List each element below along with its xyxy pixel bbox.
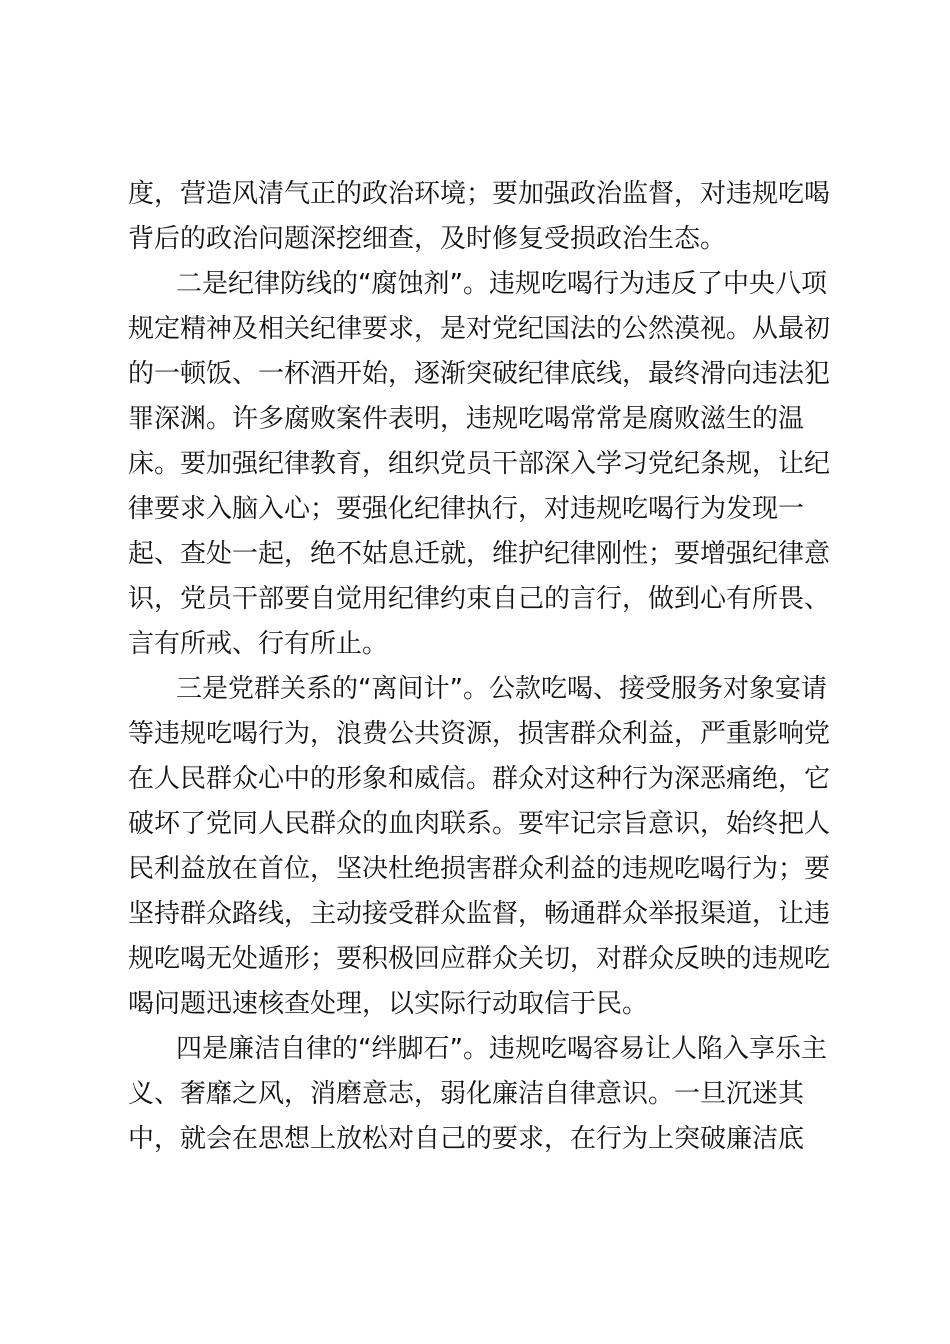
- text-line: 四是廉洁自律的“绊脚石”。违规吃喝容易让人陷入享乐主: [176, 1034, 827, 1064]
- text-line: 等违规吃喝行为，浪费公共资源，损害群众利益，严重影响党: [128, 719, 831, 749]
- text-line: 规吃喝无处遁形；要积极回应群众关切，对群众反映的违规吃: [128, 944, 831, 974]
- text-line: 二是纪律防线的“腐蚀剂”。违规吃喝行为违反了中央八项: [176, 269, 827, 299]
- text-line: 床。要加强纪律教育，组织党员干部深入学习党纪条规，让纪: [128, 449, 831, 479]
- paragraph-integrity: [128, 1027, 828, 1162]
- text-line: 喝问题迅速核查处理，以实际行动取信于民。: [128, 989, 649, 1019]
- text-line: 度，营造风清气正的政治环境；要加强政治监督，对违规吃喝: [128, 179, 831, 209]
- text-line: 言有所戒、行有所止。: [128, 629, 389, 659]
- paragraph-continuation: [128, 172, 831, 262]
- text-line: 义、奢靡之风，消磨意志，弱化廉洁自律意识。一旦沉迷其: [128, 1079, 805, 1109]
- text-line: 三是党群关系的“离间计”。公款吃喝、接受服务对象宴请: [176, 674, 827, 704]
- paragraph-relations: [128, 667, 831, 1027]
- text-line: 起、查处一起，绝不姑息迁就，维护纪律刚性；要增强纪律意: [128, 539, 831, 569]
- text-line: 中，就会在思想上放松对自己的要求，在行为上突破廉洁底: [128, 1124, 805, 1154]
- document-body: [128, 172, 831, 1162]
- text-line: 破坏了党同人民群众的血肉联系。要牢记宗旨意识，始终把人: [128, 809, 831, 839]
- text-line: 规定精神及相关纪律要求，是对党纪国法的公然漠视。从最初: [128, 314, 831, 344]
- text-line: 坚持群众路线，主动接受群众监督，畅通群众举报渠道，让违: [128, 899, 831, 929]
- text-line: 罪深渊。许多腐败案件表明，违规吃喝常常是腐败滋生的温: [128, 404, 805, 434]
- text-line: 在人民群众心中的形象和威信。群众对这种行为深恶痛绝，它: [128, 764, 831, 794]
- text-line: 的一顿饭、一杯酒开始，逐渐突破纪律底线，最终滑向违法犯: [128, 359, 831, 389]
- text-line: 背后的政治问题深挖细查，及时修复受损政治生态。: [128, 224, 727, 254]
- text-line: 识，党员干部要自觉用纪律约束自己的言行，做到心有所畏、: [128, 584, 831, 614]
- text-line: 民利益放在首位，坚决杜绝损害群众利益的违规吃喝行为；要: [128, 854, 831, 884]
- text-line: 律要求入脑入心；要强化纪律执行，对违规吃喝行为发现一: [128, 494, 805, 524]
- paragraph-discipline: [128, 262, 831, 667]
